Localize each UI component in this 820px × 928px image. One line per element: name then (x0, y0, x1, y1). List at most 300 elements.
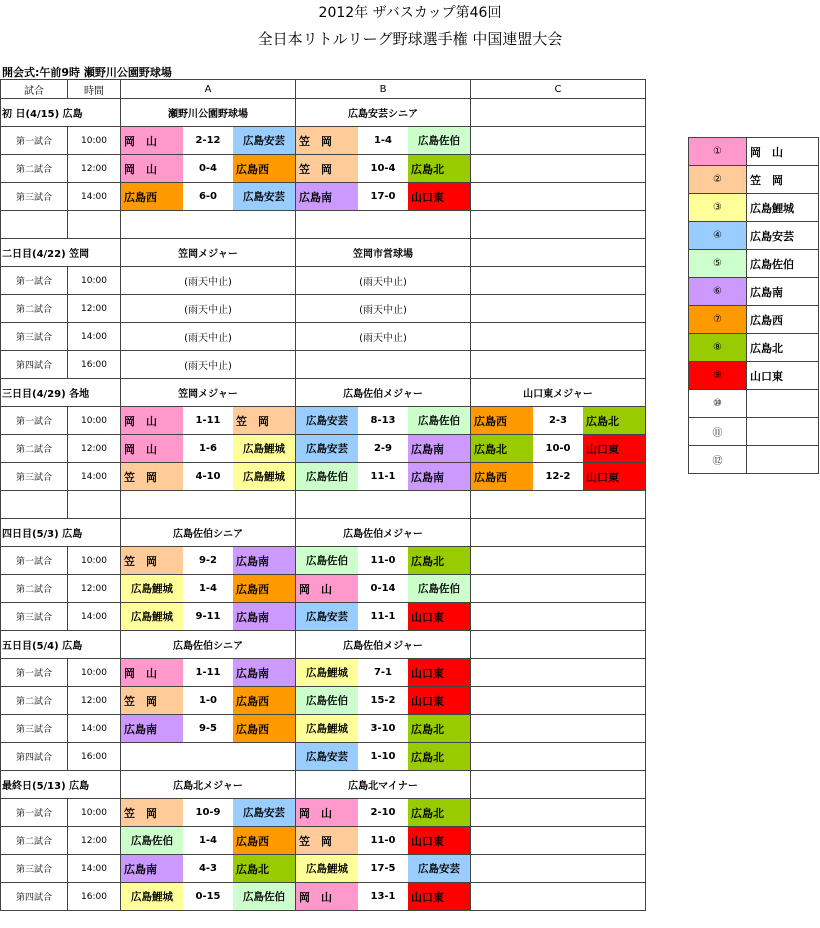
legend-team-cell (747, 166, 819, 194)
match-score: 7-1 (358, 659, 408, 686)
game-row (1, 827, 646, 855)
away-team: 山口東 (408, 883, 470, 910)
match-score: 8-13 (358, 407, 408, 434)
away-team: 山口東 (408, 827, 470, 854)
legend-row (689, 278, 819, 306)
game-row (1, 183, 646, 211)
match-cell (296, 127, 471, 155)
match-score: 17-5 (358, 855, 408, 882)
day-header-row (1, 99, 646, 127)
home-team: 岡 山 (121, 127, 183, 154)
away-team: 広島南 (233, 659, 295, 686)
game-time: 10:00 (68, 127, 121, 155)
game-time: 10:00 (68, 267, 121, 295)
match-cell (121, 575, 296, 603)
empty-cell (471, 883, 646, 911)
away-team: 広島南 (408, 435, 470, 462)
empty-cell (471, 211, 646, 239)
empty-cell (471, 687, 646, 715)
game-time: 12:00 (68, 575, 121, 603)
away-team: 広島西 (233, 827, 295, 854)
legend-number: ⑦ (689, 306, 747, 334)
legend-row (689, 250, 819, 278)
match (121, 155, 295, 182)
match-cell (296, 799, 471, 827)
legend-team: 広島西 (750, 313, 783, 327)
home-team: 岡 山 (121, 155, 183, 182)
game-time: 12:00 (68, 687, 121, 715)
match (121, 799, 295, 826)
game-row (1, 155, 646, 183)
game-time: 14:00 (68, 603, 121, 631)
home-team: 岡 山 (296, 799, 358, 826)
home-team: 笠 岡 (121, 463, 183, 490)
match-score: 17-0 (358, 183, 408, 210)
game-number: 第三試合 (1, 323, 68, 351)
match (121, 855, 295, 882)
day-header-row (1, 379, 646, 407)
empty-cell (471, 799, 646, 827)
match-score: 2-12 (183, 127, 233, 154)
match-cell (296, 463, 471, 491)
match-score: 15-2 (358, 687, 408, 714)
team-legend (688, 137, 819, 474)
game-row (1, 547, 646, 575)
empty-cell (121, 743, 296, 771)
match-cell (121, 463, 296, 491)
away-team: 広島西 (233, 715, 295, 742)
legend-team-cell (747, 362, 819, 390)
match-score: 1-11 (183, 659, 233, 686)
match-cell (121, 183, 296, 211)
match-cell (296, 575, 471, 603)
game-row (1, 295, 646, 323)
match-cell (296, 855, 471, 883)
away-team: 広島北 (583, 407, 645, 434)
schedule-table (0, 79, 646, 911)
game-row (1, 603, 646, 631)
legend-team: 広島南 (750, 285, 783, 299)
match-score: 1-4 (183, 827, 233, 854)
game-note: (雨天中止) (296, 295, 471, 323)
empty-cell (1, 491, 68, 519)
away-team: 広島佐伯 (408, 127, 470, 154)
legend-team-cell (747, 446, 819, 474)
empty-cell (471, 659, 646, 687)
home-team: 岡 山 (121, 435, 183, 462)
legend-team: 笠 岡 (750, 173, 783, 187)
day-header-row (1, 771, 646, 799)
match-cell (296, 547, 471, 575)
empty-cell (471, 155, 646, 183)
match (121, 827, 295, 854)
match (471, 435, 645, 462)
match (121, 715, 295, 742)
match-cell (296, 883, 471, 911)
title-line-1: 2012年 ザバスカップ第46回 (318, 5, 502, 21)
match-cell (471, 407, 646, 435)
away-team: 広島北 (408, 155, 470, 182)
game-number: 第四試合 (1, 883, 68, 911)
match-score: 10-4 (358, 155, 408, 182)
game-note: (雨天中止) (121, 267, 296, 295)
away-team: 広島佐伯 (408, 407, 470, 434)
match (121, 127, 295, 154)
home-team: 広島西 (471, 463, 533, 490)
legend-body (689, 138, 819, 474)
game-row (1, 799, 646, 827)
game-row (1, 435, 646, 463)
home-team: 笠 岡 (121, 687, 183, 714)
legend-team: 広島鯉城 (750, 201, 794, 215)
game-time: 14:00 (68, 463, 121, 491)
game-number: 第二試合 (1, 575, 68, 603)
match-cell (121, 155, 296, 183)
game-time: 12:00 (68, 435, 121, 463)
game-number: 第一試合 (1, 659, 68, 687)
game-row (1, 407, 646, 435)
empty-cell (1, 211, 68, 239)
match-score: 1-6 (183, 435, 233, 462)
match-score: 1-4 (183, 575, 233, 602)
match-score: 6-0 (183, 183, 233, 210)
empty-cell (296, 351, 471, 379)
day-label: 五日目(5/4) 広島 (1, 631, 121, 659)
day-header-row (1, 519, 646, 547)
venue-name: 広島佐伯メジャー (296, 379, 471, 407)
match (296, 659, 470, 686)
game-number: 第二試合 (1, 155, 68, 183)
empty-cell (121, 491, 296, 519)
game-time: 14:00 (68, 715, 121, 743)
game-note: (雨天中止) (121, 351, 296, 379)
legend-team-cell (747, 306, 819, 334)
match (121, 883, 295, 910)
game-number: 第一試合 (1, 547, 68, 575)
venue-name (471, 239, 646, 267)
game-number: 第二試合 (1, 687, 68, 715)
legend-row (689, 138, 819, 166)
match-cell (296, 435, 471, 463)
home-team: 広島安芸 (296, 603, 358, 630)
game-note: (雨天中止) (121, 295, 296, 323)
home-team: 広島佐伯 (121, 827, 183, 854)
game-row (1, 715, 646, 743)
home-team: 笠 岡 (121, 547, 183, 574)
match-score: 11-0 (358, 547, 408, 574)
match (121, 407, 295, 434)
away-team: 山口東 (408, 687, 470, 714)
away-team: 笠 岡 (233, 407, 295, 434)
day-label: 初 日(4/15) 広島 (1, 99, 121, 127)
game-number: 第三試合 (1, 715, 68, 743)
match-cell (121, 547, 296, 575)
away-team: 広島北 (408, 743, 470, 770)
game-row (1, 659, 646, 687)
game-time: 16:00 (68, 883, 121, 911)
game-row (1, 743, 646, 771)
legend-team-cell (747, 250, 819, 278)
match (296, 407, 470, 434)
away-team: 山口東 (408, 183, 470, 210)
match-score: 4-3 (183, 855, 233, 882)
match-cell (121, 127, 296, 155)
game-time: 12:00 (68, 827, 121, 855)
match (296, 575, 470, 602)
title-line-2: 全日本リトルリーグ野球選手権 中国連盟大会 (257, 30, 563, 48)
match-score: 10-0 (533, 435, 583, 462)
game-number: 第三試合 (1, 603, 68, 631)
legend-number: ⑥ (689, 278, 747, 306)
legend-row (689, 334, 819, 362)
away-team: 広島鯉城 (233, 463, 295, 490)
match (296, 463, 470, 490)
legend-row (689, 222, 819, 250)
match-cell (121, 603, 296, 631)
game-row (1, 855, 646, 883)
empty-cell (471, 743, 646, 771)
legend-team: 広島安芸 (750, 229, 794, 243)
match-score: 1-4 (358, 127, 408, 154)
game-row (1, 127, 646, 155)
game-time: 10:00 (68, 407, 121, 435)
match-cell (121, 715, 296, 743)
legend-team-cell (747, 194, 819, 222)
match (121, 575, 295, 602)
game-number: 第四試合 (1, 743, 68, 771)
match-score: 11-1 (358, 463, 408, 490)
venue-name: 山口東メジャー (471, 379, 646, 407)
game-row (1, 883, 646, 911)
game-row (1, 575, 646, 603)
legend-number: ⑤ (689, 250, 747, 278)
legend-number: ⑫ (689, 446, 747, 474)
spacer-row (1, 491, 646, 519)
home-team: 笠 岡 (296, 127, 358, 154)
legend-team-cell (747, 334, 819, 362)
match (121, 659, 295, 686)
home-team: 広島南 (121, 855, 183, 882)
header-field-c: C (471, 80, 646, 99)
legend-team: 山口東 (750, 369, 783, 383)
venue-name (471, 631, 646, 659)
empty-cell (296, 211, 471, 239)
away-team: 広島西 (233, 575, 295, 602)
legend-number: ⑨ (689, 362, 747, 390)
day-header-row (1, 239, 646, 267)
match (121, 687, 295, 714)
game-note: (雨天中止) (296, 267, 471, 295)
home-team: 広島西 (121, 183, 183, 210)
match-cell (296, 183, 471, 211)
empty-cell (471, 855, 646, 883)
match-cell (296, 687, 471, 715)
match-cell (121, 659, 296, 687)
away-team: 広島西 (233, 687, 295, 714)
match-cell (471, 463, 646, 491)
away-team: 山口東 (408, 659, 470, 686)
legend-number: ⑧ (689, 334, 747, 362)
legend-row (689, 194, 819, 222)
away-team: 広島安芸 (233, 183, 295, 210)
match-score: 9-2 (183, 547, 233, 574)
match-cell (121, 855, 296, 883)
game-time: 16:00 (68, 351, 121, 379)
legend-row (689, 390, 819, 418)
day-label: 四日目(5/3) 広島 (1, 519, 121, 547)
venue-name: 瀬野川公園野球場 (121, 99, 296, 127)
day-header-row (1, 631, 646, 659)
match (121, 435, 295, 462)
legend-team-cell (747, 222, 819, 250)
match-score: 0-14 (358, 575, 408, 602)
home-team: 広島西 (471, 407, 533, 434)
home-team: 広島鯉城 (296, 659, 358, 686)
game-number: 第二試合 (1, 435, 68, 463)
match-cell (296, 715, 471, 743)
venue-name: 広島北メジャー (121, 771, 296, 799)
legend-team: 岡 山 (750, 145, 783, 159)
venue-name: 広島佐伯シニア (121, 519, 296, 547)
match (296, 743, 470, 770)
match-score: 9-11 (183, 603, 233, 630)
empty-cell (68, 211, 121, 239)
empty-cell (471, 575, 646, 603)
game-time: 16:00 (68, 743, 121, 771)
game-time: 12:00 (68, 155, 121, 183)
home-team: 広島鯉城 (296, 715, 358, 742)
venue-name: 笠岡メジャー (121, 239, 296, 267)
legend-team: 広島佐伯 (750, 257, 794, 271)
empty-cell (68, 491, 121, 519)
match-cell (471, 435, 646, 463)
venue-name (471, 99, 646, 127)
venue-name: 広島北マイナー (296, 771, 471, 799)
match-score: 11-0 (358, 827, 408, 854)
game-note: (雨天中止) (296, 323, 471, 351)
away-team: 広島佐伯 (408, 575, 470, 602)
home-team: 広島佐伯 (296, 547, 358, 574)
home-team: 岡 山 (296, 883, 358, 910)
home-team: 広島北 (471, 435, 533, 462)
match-cell (121, 799, 296, 827)
venue-name: 広島佐伯シニア (121, 631, 296, 659)
game-row (1, 351, 646, 379)
header-game: 試合 (1, 80, 68, 99)
match-cell (296, 407, 471, 435)
match-cell (296, 155, 471, 183)
match-cell (296, 827, 471, 855)
match (296, 155, 470, 182)
empty-cell (471, 183, 646, 211)
empty-cell (471, 323, 646, 351)
match-cell (296, 743, 471, 771)
game-row (1, 323, 646, 351)
away-team: 広島北 (408, 715, 470, 742)
game-time: 12:00 (68, 295, 121, 323)
match (296, 687, 470, 714)
match (121, 603, 295, 630)
game-number: 第三試合 (1, 855, 68, 883)
legend-number: ③ (689, 194, 747, 222)
match-score: 0-15 (183, 883, 233, 910)
match (296, 547, 470, 574)
game-number: 第三試合 (1, 183, 68, 211)
match-score: 10-9 (183, 799, 233, 826)
match-score: 0-4 (183, 155, 233, 182)
away-team: 山口東 (583, 435, 645, 462)
away-team: 広島西 (233, 155, 295, 182)
home-team: 広島安芸 (296, 435, 358, 462)
legend-row (689, 306, 819, 334)
game-number: 第二試合 (1, 827, 68, 855)
match-score: 12-2 (533, 463, 583, 490)
legend-row (689, 418, 819, 446)
match-score: 1-0 (183, 687, 233, 714)
match-cell (121, 827, 296, 855)
header-row (1, 80, 646, 99)
legend-team-cell (747, 278, 819, 306)
venue-name (471, 519, 646, 547)
game-number: 第四試合 (1, 351, 68, 379)
legend-team-cell (747, 138, 819, 166)
opening-ceremony-note: 開会式:午前9時 瀬野川公園野球場 (2, 66, 172, 79)
match (296, 855, 470, 882)
away-team: 山口東 (583, 463, 645, 490)
match-score: 2-3 (533, 407, 583, 434)
day-label: 二日目(4/22) 笠岡 (1, 239, 121, 267)
empty-cell (296, 491, 471, 519)
header-time: 時間 (68, 80, 121, 99)
legend-row (689, 362, 819, 390)
home-team: 広島南 (121, 715, 183, 742)
away-team: 広島佐伯 (233, 883, 295, 910)
match (296, 603, 470, 630)
match (121, 183, 295, 210)
empty-cell (471, 547, 646, 575)
away-team: 広島北 (408, 799, 470, 826)
game-time: 14:00 (68, 323, 121, 351)
match (296, 435, 470, 462)
match (296, 715, 470, 742)
match-score: 4-10 (183, 463, 233, 490)
empty-cell (471, 827, 646, 855)
legend-number: ⑩ (689, 390, 747, 418)
away-team: 広島南 (408, 463, 470, 490)
away-team: 山口東 (408, 603, 470, 630)
venue-name: 広島佐伯メジャー (296, 519, 471, 547)
home-team: 広島佐伯 (296, 463, 358, 490)
game-row (1, 267, 646, 295)
game-note: (雨天中止) (121, 323, 296, 351)
empty-cell (471, 267, 646, 295)
home-team: 広島佐伯 (296, 687, 358, 714)
home-team: 広島南 (296, 183, 358, 210)
home-team: 広島安芸 (296, 743, 358, 770)
game-number: 第二試合 (1, 295, 68, 323)
home-team: 岡 山 (121, 659, 183, 686)
home-team: 広島鯉城 (296, 855, 358, 882)
match-cell (121, 687, 296, 715)
legend-row (689, 166, 819, 194)
match-cell (121, 407, 296, 435)
away-team: 広島安芸 (408, 855, 470, 882)
empty-cell (471, 491, 646, 519)
empty-cell (471, 603, 646, 631)
empty-cell (471, 295, 646, 323)
match (121, 463, 295, 490)
venue-name: 笠岡メジャー (121, 379, 296, 407)
